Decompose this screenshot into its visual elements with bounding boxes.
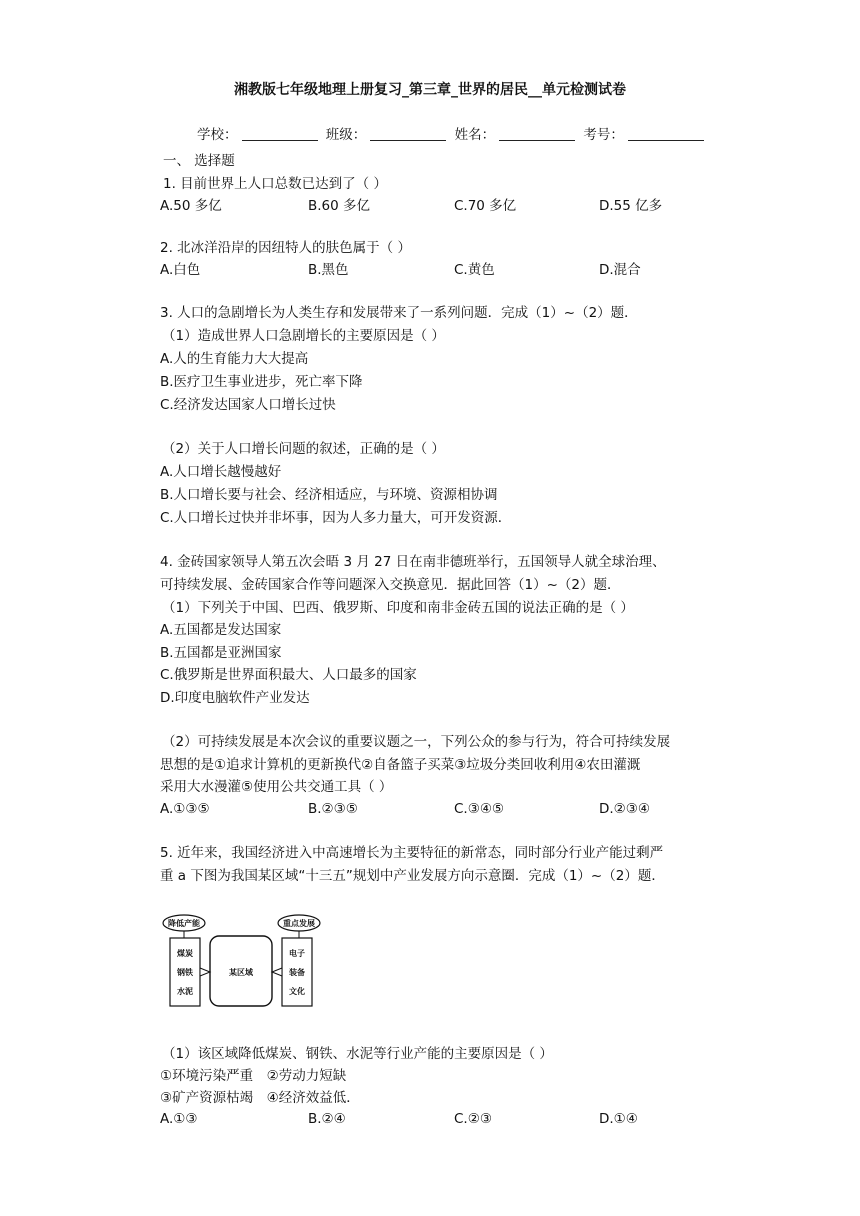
- q2-option-c[interactable]: C.黄色: [454, 262, 495, 278]
- q5-1-stem: （1）该区域降低煤炭、钢铁、水泥等行业产能的主要原因是（ ）: [162, 1046, 553, 1062]
- section-heading: 一、 选择题: [163, 153, 235, 169]
- q5-stem-line2: 重 a 下图为我国某区域“十三五”规划中产业发展方向示意圈．完成（1）~（2）题．: [160, 868, 665, 884]
- q5-1-option-a[interactable]: A.①③: [160, 1111, 198, 1127]
- q4-1-option-a[interactable]: A.五国都是发达国家: [160, 622, 282, 638]
- region-label: 某区域: [229, 968, 253, 977]
- q5-1-choices-line1: ①环境污染严重 ②劳动力短缺: [160, 1068, 347, 1084]
- q4-1-option-c[interactable]: C.俄罗斯是世界面积最大、人口最多的国家: [160, 667, 417, 683]
- q2-option-b[interactable]: B.黑色: [308, 262, 349, 278]
- q1-option-c[interactable]: C.70 多亿: [454, 198, 517, 214]
- industry-cement: 水泥: [177, 987, 193, 996]
- q4-2-stem-line2: 思想的是①追求计算机的更新换代②自备篮子买菜③垃圾分类回收利用④农田灌溉: [160, 757, 641, 773]
- q3-2-stem: （2）关于人口增长问题的叙述，正确的是（ ）: [162, 441, 445, 457]
- left-arrow-icon: [200, 968, 210, 976]
- q1-stem: 1. 目前世界上人口总数已达到了（ ）: [163, 176, 387, 192]
- q4-2-option-b[interactable]: B.②③⑤: [308, 801, 358, 817]
- class-label: 班级：: [325, 127, 367, 143]
- q3-1-option-a[interactable]: A.人的生育能力大大提高: [160, 351, 309, 367]
- q5-1-option-d[interactable]: D.①④: [599, 1111, 638, 1127]
- industry-equipment: 装备: [289, 968, 305, 977]
- q4-2-stem-line1: （2）可持续发展是本次会议的重要议题之一，下列公众的参与行为，符合可持续发展: [162, 734, 671, 750]
- name-label: 姓名：: [454, 127, 496, 143]
- q3-1-stem: （1）造成世界人口急剧增长的主要原因是（ ）: [162, 328, 445, 344]
- q3-2-option-b[interactable]: B.人口增长要与社会、经济相适应，与环境、资源相协调: [160, 487, 498, 503]
- q5-stem-line1: 5. 近年来，我国经济进入中高速增长为主要特征的新常态，同时部分行业产能过剩严: [160, 845, 664, 861]
- q4-2-option-d[interactable]: D.②③④: [599, 801, 650, 817]
- class-blank[interactable]: [370, 126, 446, 141]
- industry-steel: 钢铁: [177, 968, 193, 977]
- q5-1-option-b[interactable]: B.②④: [308, 1111, 346, 1127]
- q4-stem-line2: 可持续发展、金砖国家合作等问题深入交换意见．据此回答（1）~（2）题．: [160, 577, 621, 593]
- q3-stem: 3. 人口的急剧增长为人类生存和发展带来了一系列问题．完成（1）~（2）题．: [160, 305, 638, 321]
- q4-stem-line1: 4. 金砖国家领导人第五次会晤 3 月 27 日在南非德班举行，五国领导人就全球治理、: [160, 554, 666, 570]
- q4-1-option-d[interactable]: D.印度电脑软件产业发达: [160, 690, 310, 706]
- q3-2-option-a[interactable]: A.人口增长越慢越好: [160, 464, 282, 480]
- q1-option-a[interactable]: A.50 多亿: [160, 198, 222, 214]
- q2-option-d[interactable]: D.混合: [599, 262, 641, 278]
- q4-2-option-a[interactable]: A.①③⑤: [160, 801, 210, 817]
- reduce-capacity-label: 降低产能: [168, 919, 200, 928]
- number-label: 考号：: [583, 127, 624, 143]
- q3-1-option-b[interactable]: B.医疗卫生事业进步，死亡率下降: [160, 374, 363, 390]
- school-blank[interactable]: [242, 126, 318, 141]
- right-arrow-icon: [272, 968, 282, 976]
- q1-option-b[interactable]: B.60 多亿: [308, 198, 371, 214]
- industry-electronics: 电子: [289, 949, 305, 958]
- industry-diagram: [162, 910, 322, 1010]
- q4-1-stem: （1）下列关于中国、巴西、俄罗斯、印度和南非金砖五国的说法正确的是（ ）: [162, 600, 634, 616]
- industry-culture: 文化: [289, 987, 305, 996]
- q3-1-option-c[interactable]: C.经济发达国家人口增长过快: [160, 397, 336, 413]
- q4-1-option-b[interactable]: B.五国都是亚洲国家: [160, 645, 282, 661]
- q4-2-stem-line3: 采用大水漫灌⑤使用公共交通工具（ ）: [160, 779, 393, 795]
- q4-2-option-c[interactable]: C.③④⑤: [454, 801, 505, 817]
- key-development-label: 重点发展: [283, 919, 315, 928]
- q2-stem: 2. 北冰洋沿岸的因纽特人的肤色属于（ ）: [160, 240, 411, 256]
- q5-1-choices-line2: ③矿产资源枯竭 ④经济效益低．: [160, 1090, 360, 1106]
- number-blank[interactable]: [628, 126, 704, 141]
- q2-option-a[interactable]: A.白色: [160, 262, 201, 278]
- q5-1-option-c[interactable]: C.②③: [454, 1111, 492, 1127]
- industry-coal: 煤炭: [177, 949, 193, 958]
- student-info-row: [197, 123, 708, 143]
- document-title: 湘教版七年级地理上册复习_第三章_世界的居民__单元检测试卷: [234, 82, 626, 98]
- school-label: 学校：: [197, 127, 238, 143]
- name-blank[interactable]: [499, 126, 575, 141]
- q1-option-d[interactable]: D.55 亿多: [599, 198, 663, 214]
- q3-2-option-c[interactable]: C.人口增长过快并非坏事，因为人多力量大，可开发资源．: [160, 510, 512, 526]
